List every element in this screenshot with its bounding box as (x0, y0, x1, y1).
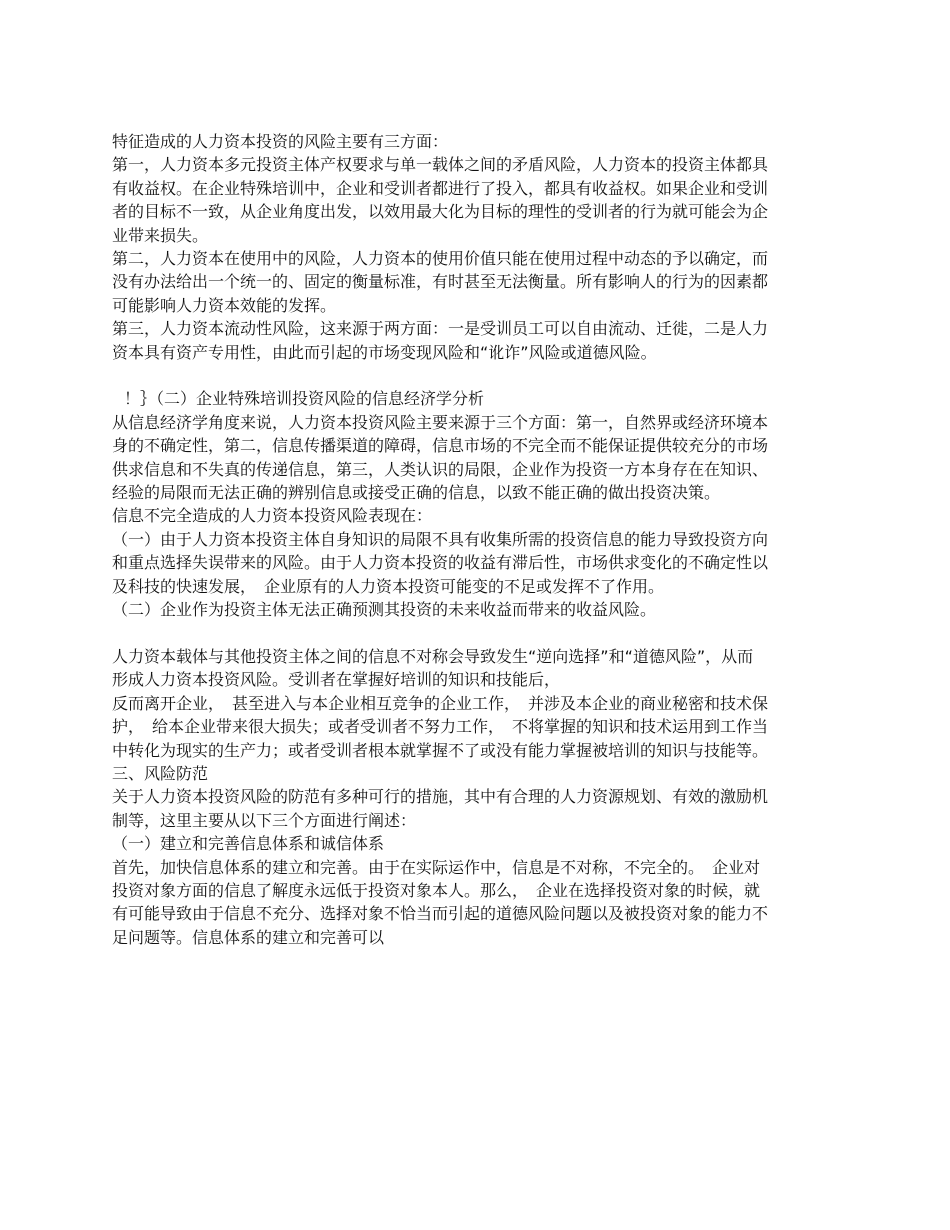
paragraph-risk-intro: 特征造成的人力资本投资的风险主要有三方面： (112, 132, 449, 151)
section-heading-info-economics: ！｝（二）企业特殊培训投资风险的信息经济学分析 (124, 389, 485, 409)
paragraph-asymmetry-continued: 反而离开企业， 甚至进入与本企业相互竞争的企业工作， 并涉及本企业的商业秘密和技术保护， 给本企业带来很大损失；或者受训者不努力工作， 不将掌握的知识和技术运用到工作当中转化为现实的生产力；或者受训者根本就掌握不了或没有能力掌握被培训的知识与技能等。 (112, 693, 769, 760)
subheading-info-system: （一）建立和完善信息体系和诚信体系 (112, 834, 385, 854)
blank-line (112, 364, 768, 387)
blank-line (112, 622, 768, 645)
paragraph-incomplete-info: 信息不完全造成的人力资本投资风险表现在： (112, 506, 433, 526)
section-heading-risk-prevention: 三、风险防范 (112, 763, 209, 783)
paragraph-prevention-intro: 关于人力资本投资风险的防范有多种可行的措施，其中有合理的人力资源规划、有效的激励机制等，这里主要从以下三个方面进行阐述： (112, 787, 769, 830)
paragraph-info-economics: 从信息经济学角度来说，人力资本投资风险主要来源于三个方面：第一，自然界或经济环境本身的不确定性，第二，信息传播渠道的障碍，信息市场的不完全而不能保证提供较充分的市场供求信息和不失真的传递信息，第三，人类认识的局限，企业作为投资一方本身存在在知识、经验的局限而无法正确的辨别信息或接受正确的信息，以致不能正确的做出投资决策。 (112, 412, 769, 503)
document-body (112, 130, 768, 949)
list-item-one: （一）由于人力资本投资主体自身知识的局限不具有收集所需的投资信息的能力导致投资方向和重点选择失误带来的风险。由于人力资本投资的收益有滞后性，市场供求变化的不确定性以及科技的快速发展， 企业原有的人力资本投资可能变的不足或发挥不了作用。 (112, 529, 769, 596)
paragraph-second-risk: 第二，人力资本在使用中的风险，人力资本的使用价值只能在使用过程中动态的予以确定，而没有办法给出一个统一的、固定的衡量标准，有时甚至无法衡量。所有影响人的行为的因素都可能影响人力资本效能的发挥。 (112, 249, 769, 315)
paragraph-third-risk: 第三，人力资本流动性风险，这来源于两方面：一是受训员工可以自由流动、迁徙，二是人力资本具有资产专用性，由此而引起的市场变现风险和“讹诈”风险或道德风险。 (112, 319, 769, 362)
paragraph-info-system: 首先，加快信息体系的建立和完善。由于在实际运作中，信息是不对称，不完全的。 企业对投资对象方面的信息了解度永远低于投资对象本人。那么， 企业在选择投资对象的时候，就有可能导致由于信息不充分、选择对象不恰当而引起的道德风险问题以及被投资对象的能力不足问题等。信息体系的建立和完善可以 (112, 857, 769, 947)
paragraph-asymmetry: 人力资本载体与其他投资主体之间的信息不对称会导致发生“逆向选择”和“道德风险”，从而形成人力资本投资风险。受训者在掌握好培训的知识和技能后， (112, 646, 754, 690)
list-item-two: （二）企业作为投资主体无法正确预测其投资的未来收益而带来的收益风险。 (112, 600, 657, 620)
paragraph-first-risk: 第一，人力资本多元投资主体产权要求与单一载体之间的矛盾风险，人力资本的投资主体都具有收益权。在企业特殊培训中，企业和受训者都进行了投入，都具有收益权。如果企业和受训者的目标不一致，从企业角度出发，以效用最大化为目标的理性的受训者的行为就可能会为企业带来损失。 (112, 155, 769, 245)
